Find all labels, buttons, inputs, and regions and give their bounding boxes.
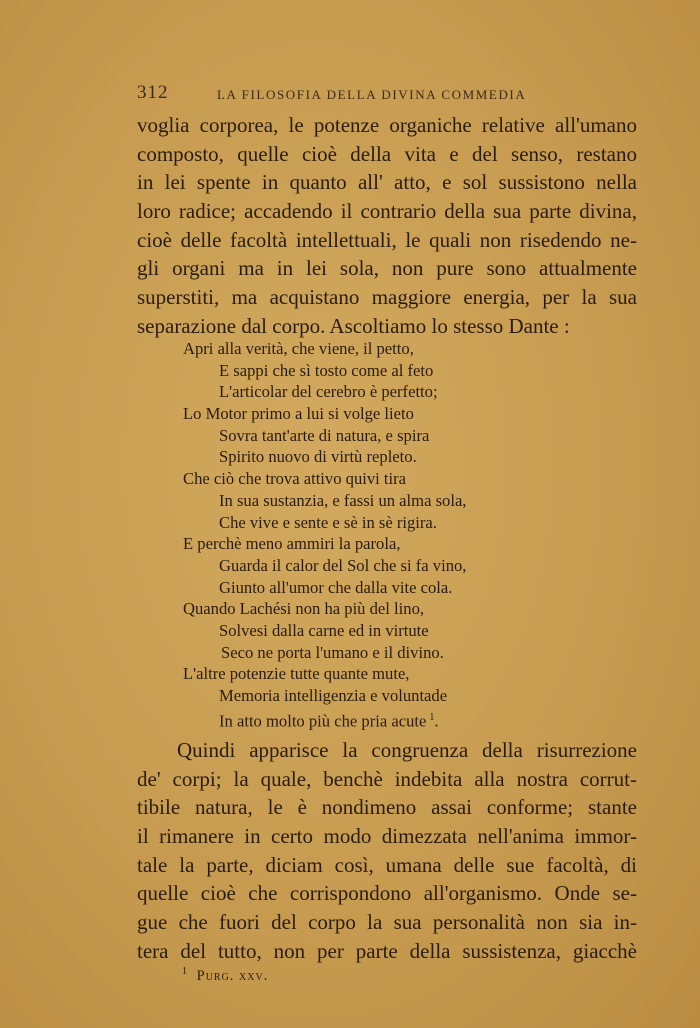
verse-line: Solvesi dalla carne ed in virtute	[219, 620, 429, 640]
footnote-reference[interactable]: 1	[429, 711, 435, 723]
verse-line: Quando Lachési non ha più del lino,	[183, 599, 425, 619]
text-line: tera del tutto, non per parte della sussistenza, giacchè	[137, 938, 637, 963]
text-line: quelle cioè che corrispondono all'organismo. Onde se-	[137, 881, 637, 906]
text-line: loro radice; accadendo il contrario della sua parte divina,	[137, 199, 637, 224]
verse-line: Lo Motor primo a lui si volge lieto	[183, 404, 414, 424]
footnote-text: Purg. xxv.	[196, 967, 269, 984]
verse-line: In sua sustanzia, e fassi un alma sola,	[219, 490, 467, 510]
page-number: 312	[137, 82, 169, 103]
verse-line-text: In atto molto più che pria acute	[219, 711, 427, 731]
text-line: il rimanere in certo modo dimezzata nell'anima immor-	[137, 824, 637, 849]
verse-line: Apri alla verità, che viene, il petto,	[183, 339, 414, 358]
text-line: de' corpi; la quale, benchè indebita alla nostra corrut-	[137, 766, 637, 791]
footnote	[182, 966, 268, 985]
verse-line: Spirito nuovo di virtù repleto.	[219, 447, 417, 467]
text-line: separazione dal corpo. Ascoltiamo lo stesso Dante :	[137, 313, 570, 338]
verse-quotation	[183, 338, 467, 731]
text-line: composto, quelle cioè della vita e del senso, restano	[137, 141, 637, 166]
paragraph-after-verse	[137, 736, 637, 966]
text-line: gue che fuori del corpo la sua personalità non sia in-	[137, 910, 637, 935]
page-header	[137, 82, 637, 104]
text-line: tale la parte, diciam così, umana delle sue facoltà, di	[137, 852, 637, 877]
text-line: cioè delle facoltà intellettuali, le quali non risedendo ne-	[137, 227, 637, 252]
text-line: gli organi ma in lei sola, non pure sono attualmente	[137, 256, 637, 281]
text-line: tibile natura, le è nondimeno assai conforme; stante	[137, 795, 637, 820]
verse-line: Giunto all'umor che dalla vite cola.	[219, 577, 453, 597]
verse-line-with-note: In atto molto più che pria acute $^1$.	[219, 711, 439, 731]
verse-line: E sappi che sì tosto come al feto	[219, 360, 434, 380]
verse-line: Seco ne porta l'umano e il divino.	[221, 642, 444, 662]
text-line: Quindi apparisce la congruenza della risurrezione	[177, 738, 637, 762]
text-line: superstiti, ma acquistano maggiore energia, per la sua	[137, 285, 637, 310]
running-title: LA FILOSOFIA DELLA DIVINA COMMEDIA	[217, 87, 527, 102]
verse-line: Che vive e sente e sè in sè rigira.	[219, 512, 437, 532]
verse-line: Che ciò che trova attivo quivi tira	[183, 469, 407, 489]
paragraph-before-verse	[137, 111, 637, 341]
text-line: in lei spente in quanto all' atto, e sol sussistono nella	[137, 170, 637, 195]
verse-line: Sovra tant'arte di natura, e spira	[219, 425, 430, 445]
verse-line: Guarda il calor del Sol che si fa vino,	[219, 555, 467, 575]
text-line: voglia corporea, le potenze organiche relative all'umano	[137, 113, 637, 137]
verse-line: L'articolar del cerebro è perfetto;	[219, 382, 438, 402]
verse-line: Memoria intelligenzia e voluntade	[219, 686, 448, 705]
footnote-mark: 1	[182, 966, 187, 977]
verse-line: L'altre potenzie tutte quante mute,	[183, 664, 410, 684]
verse-line: E perchè meno ammiri la parola,	[183, 534, 401, 554]
